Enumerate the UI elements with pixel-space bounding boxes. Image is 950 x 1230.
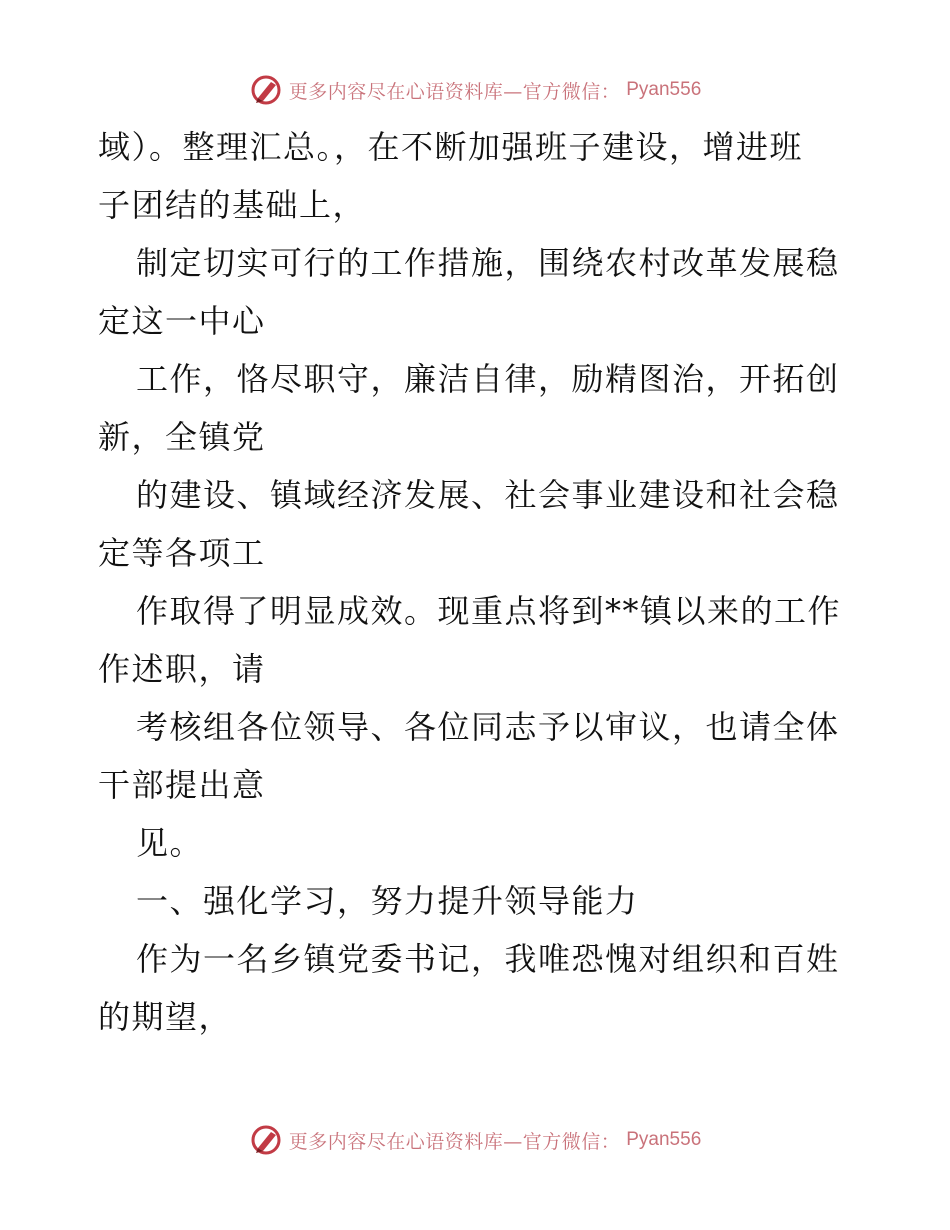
body-line: 作取得了明显成效。现重点将到**镇以来的工作 bbox=[136, 592, 842, 630]
body-line: 见。 bbox=[136, 824, 204, 862]
pen-circle-logo-icon bbox=[249, 73, 283, 107]
header-banner-text: 更多内容尽在心语资料库—官方微信： bbox=[288, 80, 621, 103]
document-body bbox=[98, 118, 868, 1046]
body-line: 工作，恪尽职守，廉洁自律，励精图治，开拓创 bbox=[136, 360, 840, 398]
body-line: 干部提出意 bbox=[98, 766, 266, 804]
body-line: 考核组各位领导、各位同志予以审议，也请全体 bbox=[136, 708, 840, 746]
body-line: 的期望， bbox=[98, 998, 233, 1036]
header-banner-wechat-id: Pyan556 bbox=[626, 79, 702, 100]
footer-banner-wechat-id: Pyan556 bbox=[626, 1129, 702, 1150]
body-line: 制定切实可行的工作措施，围绕农村改革发展稳 bbox=[136, 244, 840, 282]
body-line: 定等各项工 bbox=[98, 534, 266, 572]
pen-circle-logo-icon bbox=[249, 1123, 283, 1157]
header-watermark-banner bbox=[0, 70, 950, 110]
section-heading: 一、强化学习，努力提升领导能力 bbox=[136, 882, 639, 920]
body-line: 作为一名乡镇党委书记，我唯恐愧对组织和百姓 bbox=[136, 940, 840, 978]
body-line: 子团结的基础上， bbox=[98, 186, 367, 224]
body-line: 的建设、镇域经济发展、社会事业建设和社会稳 bbox=[136, 476, 840, 514]
footer-watermark-banner bbox=[0, 1120, 950, 1160]
body-line: 定这一中心 bbox=[98, 302, 266, 340]
footer-banner-text: 更多内容尽在心语资料库—官方微信： bbox=[288, 1130, 621, 1153]
body-line: 域）。整理汇总。，在不断加强班子建设，增进班 bbox=[98, 128, 804, 166]
body-line: 新，全镇党 bbox=[98, 418, 266, 456]
body-line: 作述职，请 bbox=[98, 650, 266, 688]
